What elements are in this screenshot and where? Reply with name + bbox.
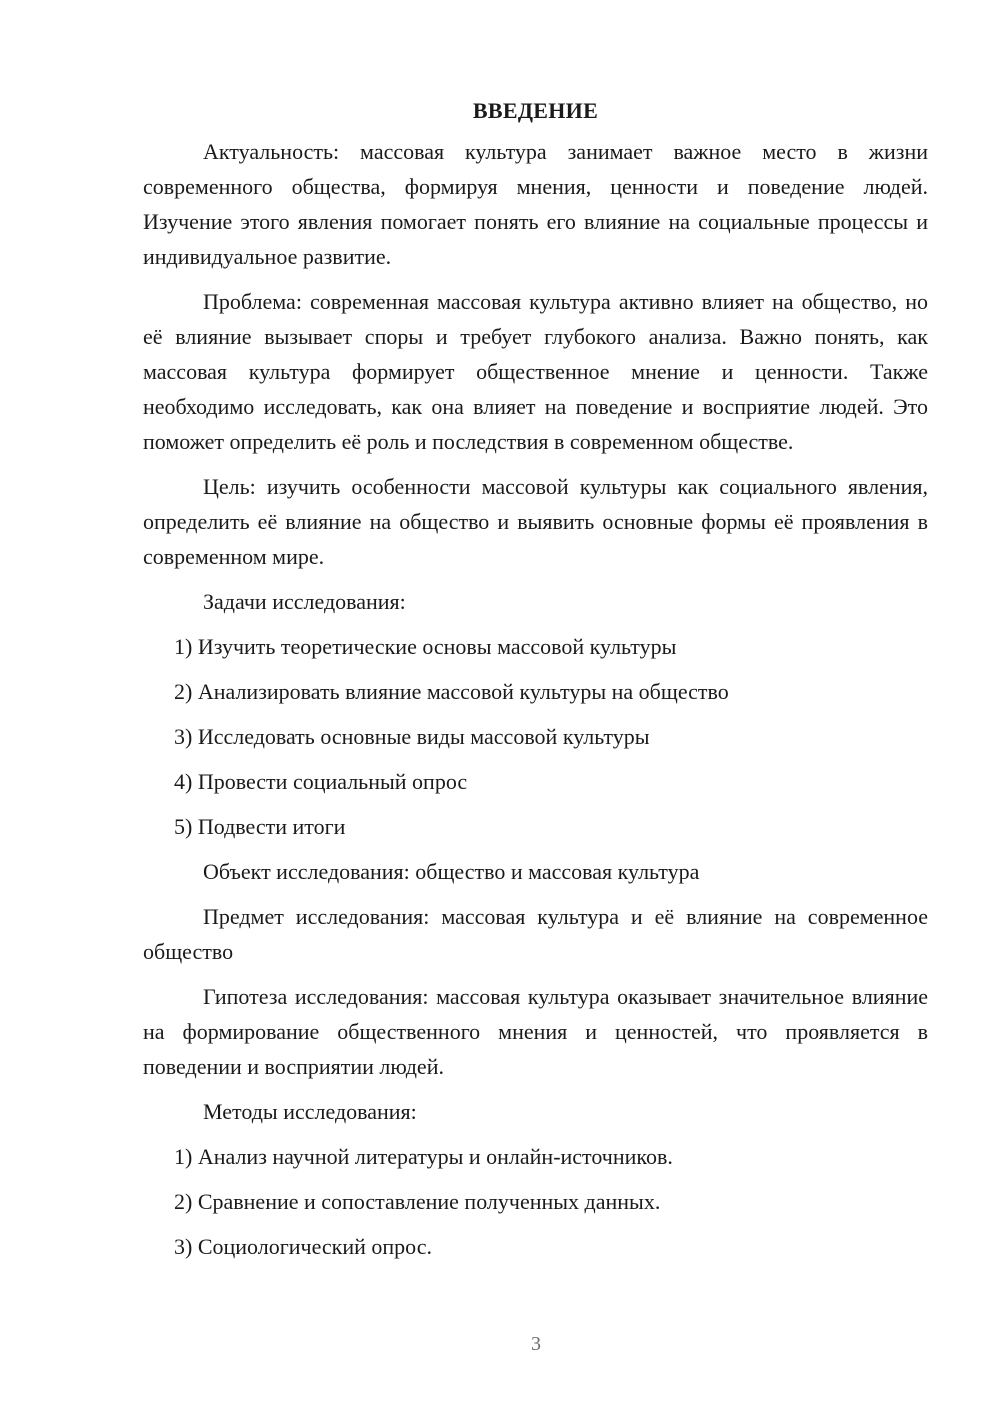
hypothesis-paragraph: Гипотеза исследования: массовая культура оказывает значительное влияние на формирование общественного мнения и ценностей, что проявляется в поведении и восприятии людей. bbox=[143, 984, 928, 1079]
method-item: 1) Анализ научной литературы и онлайн-источников. bbox=[174, 1144, 673, 1169]
task-item: 5) Подвести итоги bbox=[174, 814, 346, 839]
task-item: 1) Изучить теоретические основы массовой культуры bbox=[174, 634, 677, 659]
document-page bbox=[143, 96, 928, 1274]
methods-title: Методы исследования: bbox=[203, 1099, 417, 1124]
task-item: 3) Исследовать основные виды массовой культуры bbox=[174, 724, 650, 749]
task-item: 2) Анализировать влияние массовой культуры на общество bbox=[174, 679, 729, 704]
subject-paragraph: Предмет исследования: массовая культура и её влияние на современное общество bbox=[143, 904, 928, 964]
page-number: 3 bbox=[531, 1333, 541, 1355]
method-item: 2) Сравнение и сопоставление полученных данных. bbox=[174, 1189, 661, 1214]
object-paragraph: Объект исследования: общество и массовая культура bbox=[203, 859, 700, 884]
task-item: 4) Провести социальный опрос bbox=[174, 769, 468, 794]
method-item: 3) Социологический опрос. bbox=[174, 1234, 432, 1259]
section-heading: ВВЕДЕНИЕ bbox=[472, 98, 599, 123]
goal-paragraph: Цель: изучить особенности массовой культуры как социального явления, определить её влияние на общество и выявить основные формы её проявления в современном мире. bbox=[143, 474, 928, 569]
tasks-title: Задачи исследования: bbox=[203, 589, 406, 614]
relevance-paragraph: Актуальность: массовая культура занимает важное место в жизни современного общества, формируя мнения, ценности и поведение людей. Изучение этого явления помогает понять его влияние на социальные процессы и индивидуальное развитие. bbox=[143, 139, 928, 269]
problem-paragraph: Проблема: современная массовая культура активно влияет на общество, но её влияние вызывает споры и требует глубокого анализа. Важно понять, как массовая культура формирует общественное мнение и ценности. Также необходимо исследовать, как она влияет на поведение и восприятие людей. Это поможет определить её роль и последствия в современном обществе. bbox=[143, 289, 928, 454]
